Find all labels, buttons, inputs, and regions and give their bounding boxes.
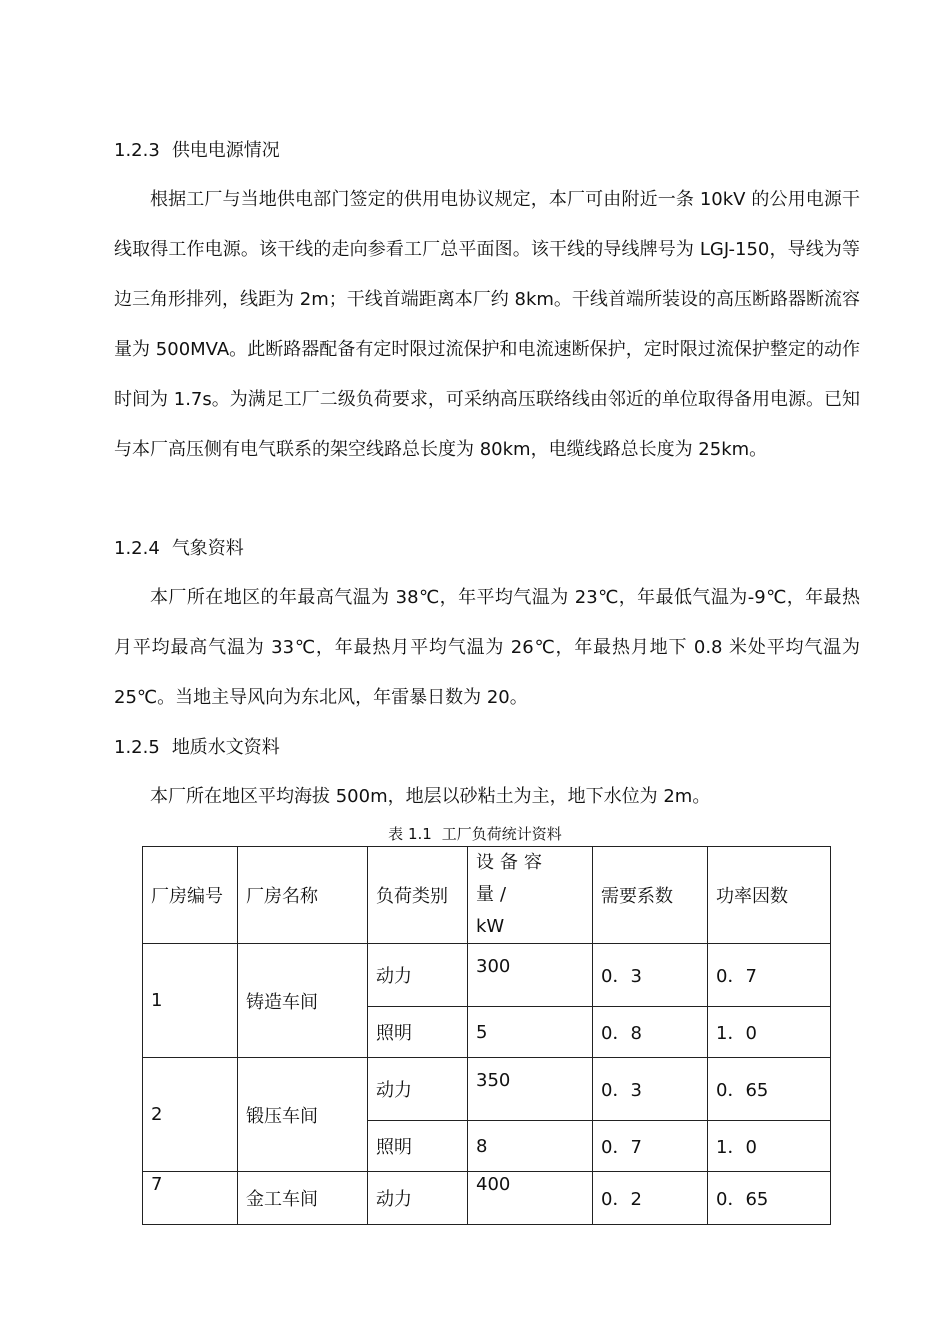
table-caption-title: 工厂负荷统计资料 (441, 825, 562, 843)
capacity-value: 8 (468, 1121, 593, 1172)
header-cell: 功率因数 (708, 847, 831, 944)
power-factor: 0．65 (708, 1172, 831, 1225)
table-row (143, 1058, 831, 1121)
table-caption (0, 824, 950, 844)
header-cell: 厂房编号 (143, 847, 238, 944)
power-factor: 0．7 (708, 944, 831, 1007)
capacity-value: 400 (468, 1172, 593, 1225)
demand-factor: 0．2 (593, 1172, 708, 1225)
workshop-id: 1 (143, 944, 238, 1058)
header-capacity-line2: kW (476, 916, 505, 937)
section-title: 气象资料 (171, 538, 244, 559)
workshop-name: 锻压车间 (238, 1058, 368, 1172)
load-type: 照明 (368, 1007, 468, 1058)
section-number: 1.2.5 (114, 737, 160, 758)
paragraph-power-supply: 根据工厂与当地供电部门签定的供用电协议规定，本厂可由附近一条 10kV 的公用电源干线取得工作电源。该干线的走向参看工厂总平面图。该干线的导线牌号为 LGJ-150，导线为等边三角形排列，线距为 2m；干线首端距离本厂约 8km。干线首端所装设的高压断路器断流容量为 500MVA。此断路器配备有定时限过流保护和电流速断保护，定时限过流保护整定的动作时间为 1.7s。为满足工厂二级负荷要求，可采纳高压联络线由邻近的单位取得备用电源。已知与本厂高压侧有电气联系的架空线路总长度为 80km，电缆线路总长度为 25km。 (114, 189, 860, 460)
table-header-row (143, 847, 831, 944)
power-factor: 1．0 (708, 1121, 831, 1172)
load-type: 动力 (368, 944, 468, 1007)
load-type: 动力 (368, 1058, 468, 1121)
demand-factor: 0．3 (593, 1058, 708, 1121)
table-caption-number: 表 1.1 (388, 825, 432, 843)
section-heading-geology (114, 736, 280, 760)
demand-factor: 0．3 (593, 944, 708, 1007)
table-row (143, 1172, 831, 1225)
capacity-value: 300 (468, 944, 593, 1007)
power-factor: 0．65 (708, 1058, 831, 1121)
section-number: 1.2.4 (114, 538, 160, 559)
load-type: 动力 (368, 1172, 468, 1225)
section-title: 地质水文资料 (171, 737, 280, 758)
workshop-name: 铸造车间 (238, 944, 368, 1058)
workshop-name: 金工车间 (238, 1172, 368, 1225)
paragraph-geology: 本厂所在地区平均海拔 500m，地层以砂粘土为主，地下水位为 2m。 (150, 786, 711, 807)
header-cell: 负荷类别 (368, 847, 468, 944)
header-cell: 厂房名称 (238, 847, 368, 944)
paragraph-weather: 本厂所在地区的年最高气温为 38℃，年平均气温为 23℃，年最低气温为-9℃，年最热月平均最高气温为 33℃，年最热月平均气温为 26℃，年最热月地下 0.8 米处平均气温为 25℃。当地主导风向为东北风，年雷暴日数为 20。 (114, 587, 860, 708)
workshop-id: 7 (143, 1172, 238, 1225)
header-cell: 需要系数 (593, 847, 708, 944)
demand-factor: 0．7 (593, 1121, 708, 1172)
header-capacity-line1: 设备容量/ (476, 852, 548, 905)
header-cell (468, 847, 593, 944)
section-heading-power-supply (114, 139, 280, 163)
capacity-value: 350 (468, 1058, 593, 1121)
load-type: 照明 (368, 1121, 468, 1172)
load-statistics-table (142, 846, 831, 1225)
section-title: 供电电源情况 (171, 140, 280, 161)
section-heading-weather (114, 537, 244, 561)
workshop-id: 2 (143, 1058, 238, 1172)
table-row (143, 944, 831, 1007)
section-number: 1.2.3 (114, 140, 160, 161)
capacity-value: 5 (468, 1007, 593, 1058)
demand-factor: 0．8 (593, 1007, 708, 1058)
power-factor: 1．0 (708, 1007, 831, 1058)
